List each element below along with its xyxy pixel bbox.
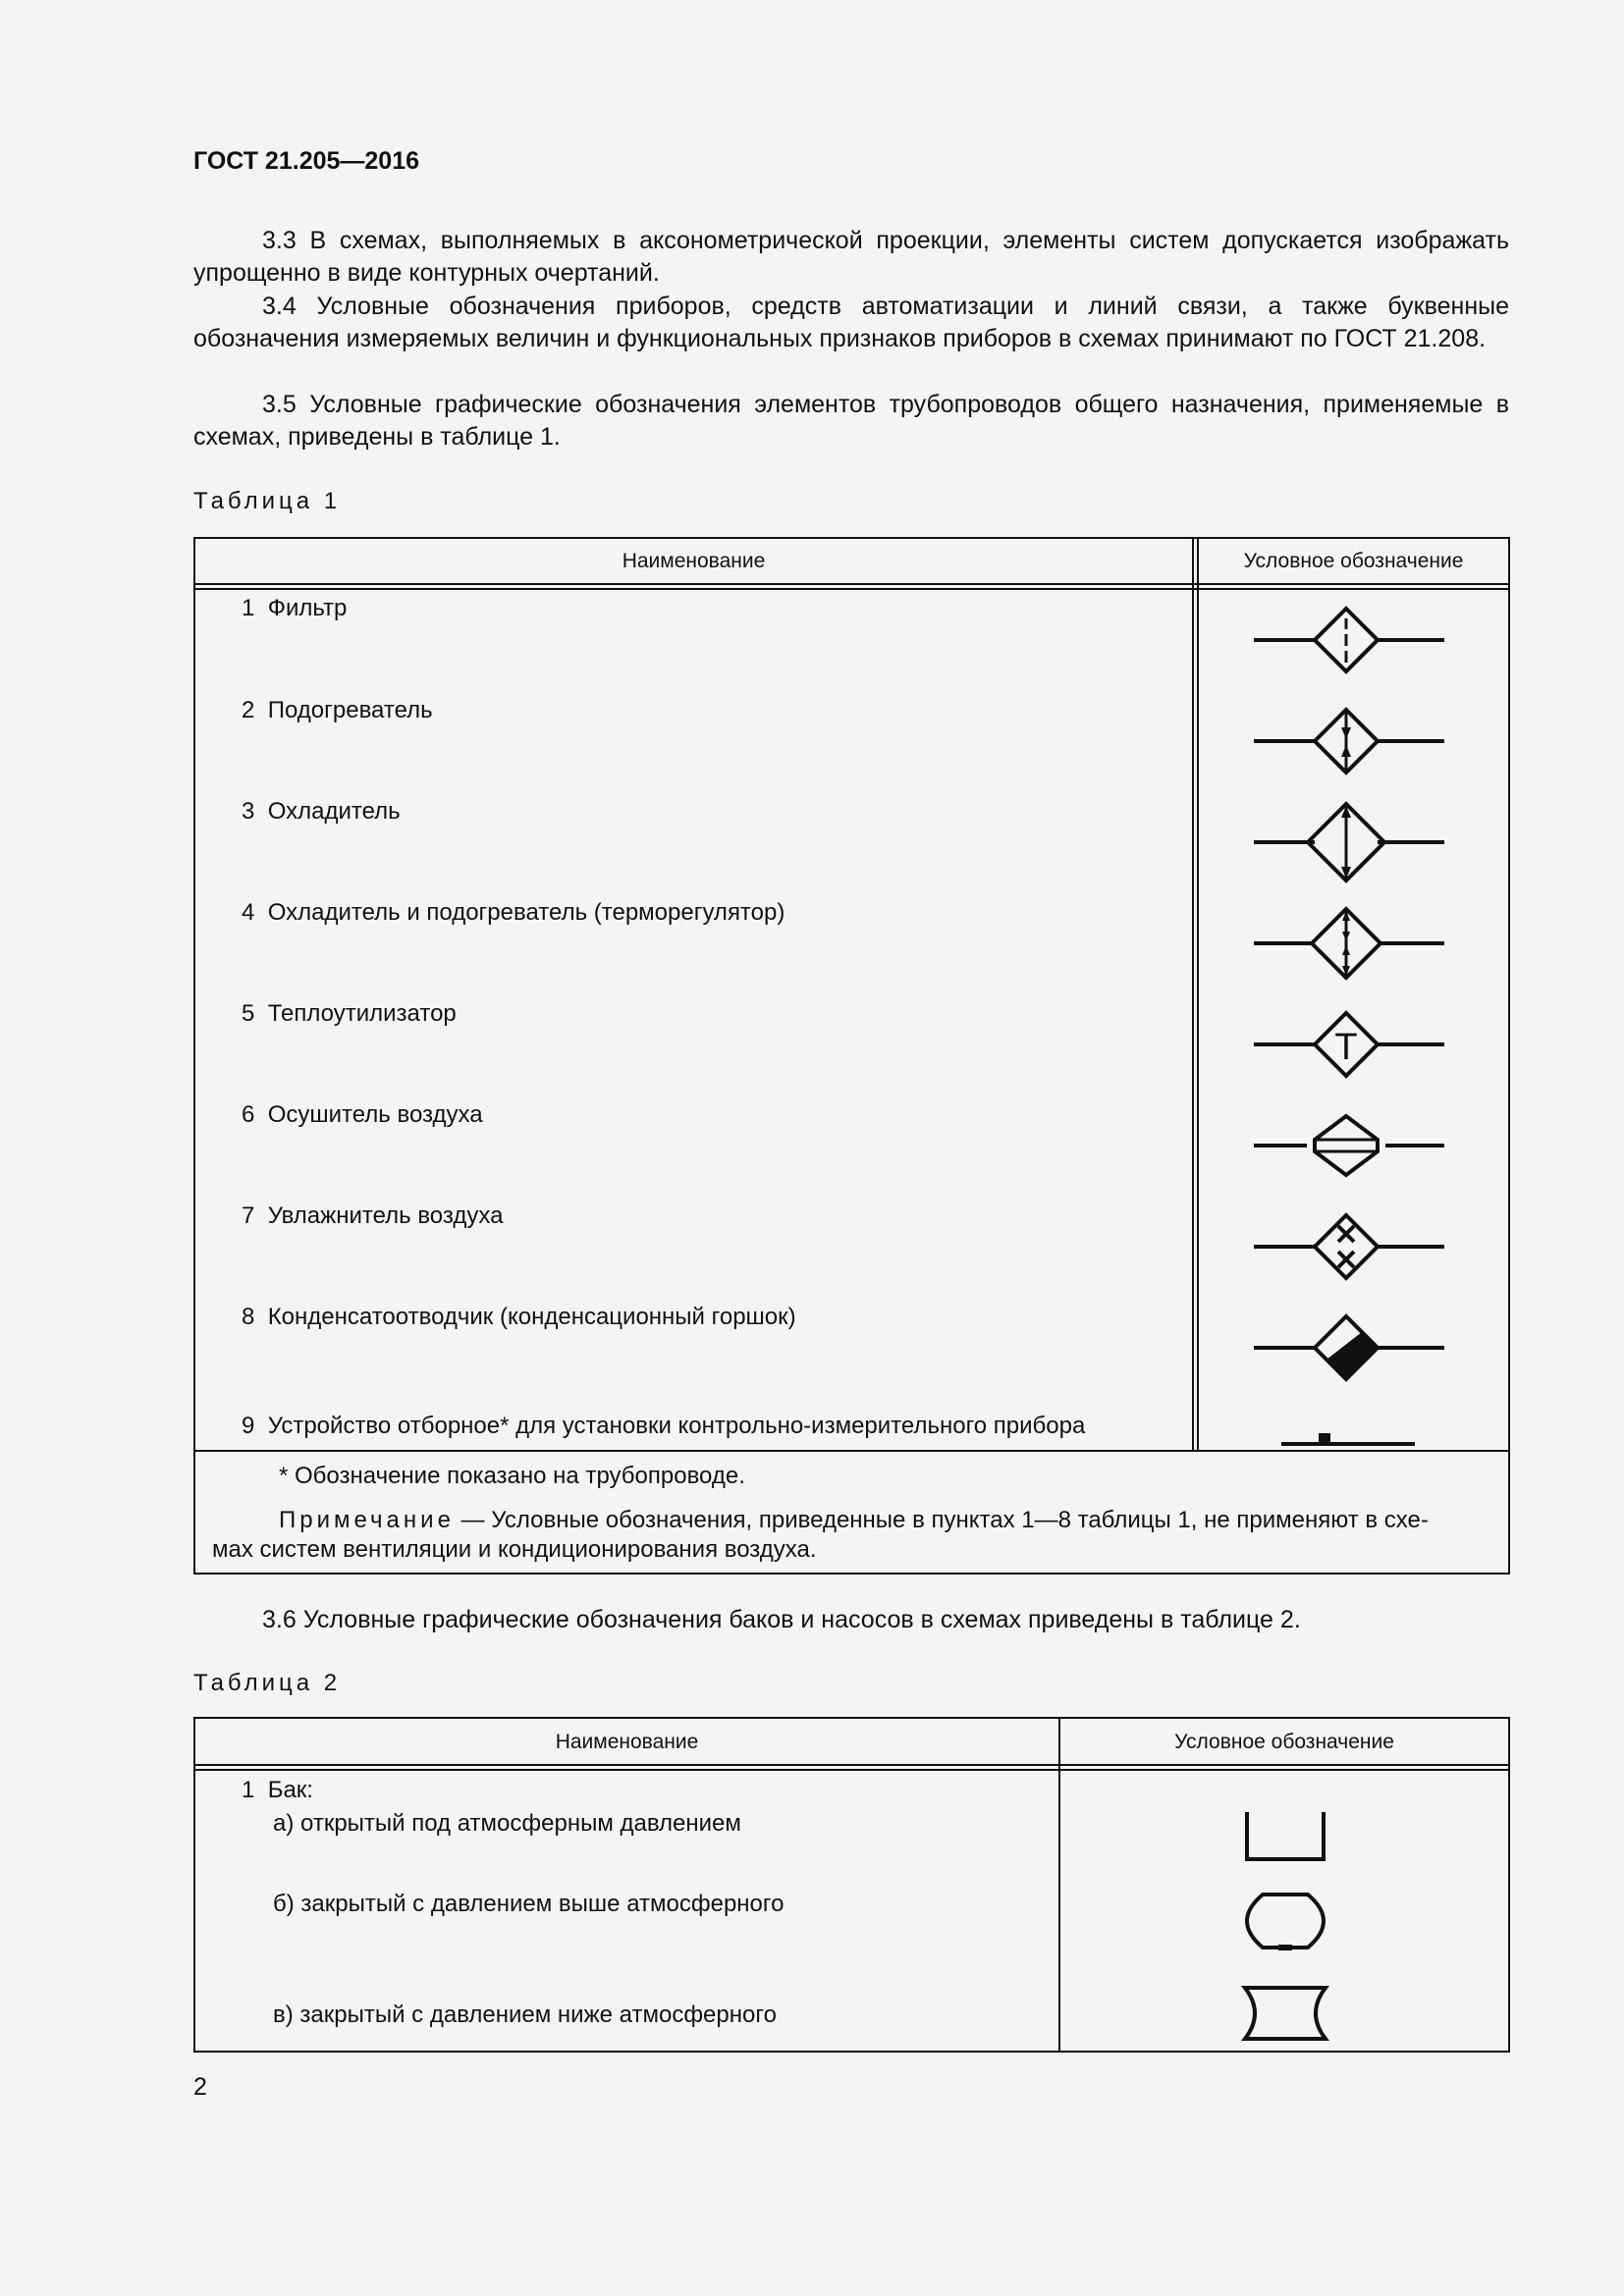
heater-symbol bbox=[1254, 710, 1444, 773]
row-label: Увлажнитель воздуха bbox=[267, 1202, 504, 1229]
pressurized-tank-symbol bbox=[1247, 1895, 1324, 1948]
row-number: 7 bbox=[242, 1202, 255, 1229]
steam-trap-symbol bbox=[1254, 1316, 1444, 1379]
row-number: 6 bbox=[242, 1101, 255, 1128]
filter-symbol bbox=[1254, 609, 1444, 671]
paragraph-number: 3.3 bbox=[262, 227, 297, 254]
paragraph-number: 3.5 bbox=[262, 391, 297, 418]
table1-row-2 bbox=[242, 697, 433, 724]
document-code: ГОСТ 21.205—2016 bbox=[193, 147, 420, 175]
row-label: Осушитель воздуха bbox=[267, 1101, 483, 1128]
table2-row-b: б) закрытый с давлением выше атмосферного bbox=[273, 1891, 785, 1917]
table1-row-8 bbox=[242, 1304, 796, 1331]
table2-row-c: в) закрытый с давлением ниже атмосферного bbox=[273, 2002, 777, 2028]
table1-row-7 bbox=[242, 1202, 503, 1230]
paragraph-3-4 bbox=[193, 291, 1509, 355]
thermoregulator-symbol bbox=[1254, 909, 1444, 978]
row-number: 3 bbox=[242, 798, 255, 825]
table1-header-name: Наименование bbox=[622, 550, 766, 572]
row-label: Охладитель и подогреватель (терморегулятор) bbox=[267, 899, 785, 926]
row-label: Охладитель bbox=[267, 798, 401, 825]
row-label: Фильтр bbox=[267, 595, 348, 621]
table1-row-6 bbox=[242, 1101, 483, 1129]
table2-symbols bbox=[1060, 1771, 1508, 2051]
table1 bbox=[193, 537, 1510, 1575]
table2-row-a: а) открытый под атмосферным давлением bbox=[273, 1810, 741, 1837]
dehumidifier-symbol bbox=[1254, 1116, 1444, 1175]
row-number: 4 bbox=[242, 899, 255, 926]
table1-header-symbol: Условное обозначение bbox=[1243, 550, 1464, 572]
note-dash: — bbox=[454, 1507, 492, 1533]
paragraph-number: 3.4 bbox=[262, 293, 297, 320]
table2 bbox=[193, 1717, 1510, 2053]
table1-note-line1 bbox=[279, 1507, 1429, 1534]
row-label: Устройство отборное* для установки контрольно-измерительного прибора bbox=[267, 1413, 1086, 1439]
paragraph-text: Условные графические обозначения баков и насосов в схемах приведены в таблице 2. bbox=[302, 1606, 1301, 1633]
humidifier-symbol bbox=[1254, 1215, 1444, 1278]
table1-row-1 bbox=[242, 595, 347, 622]
row-label: Бак: bbox=[267, 1777, 313, 1803]
paragraph-3-5 bbox=[193, 389, 1509, 454]
paragraph-text: Условные обозначения приборов, средств автоматизации и линий связи, а также буквенные обозначения измеряемых величин и функциональных признаков приборов в схемах принимают по ГОСТ 21.208. bbox=[193, 293, 1509, 352]
row-number: 9 bbox=[242, 1413, 255, 1439]
open-tank-symbol bbox=[1247, 1812, 1324, 1859]
note-text: Условные обозначения, приведенные в пунктах 1—8 таблицы 1, не применяют в схе- bbox=[491, 1507, 1429, 1533]
table1-caption: Таблица 1 bbox=[193, 488, 342, 514]
row-number: 5 bbox=[242, 1000, 255, 1027]
table2-header-rule bbox=[195, 1764, 1508, 1766]
table1-row-4 bbox=[242, 899, 785, 927]
cooler-symbol bbox=[1254, 804, 1444, 881]
heat-recovery-symbol bbox=[1254, 1013, 1444, 1076]
table1-column-rule bbox=[1192, 539, 1194, 1450]
row-number: 1 bbox=[242, 595, 255, 621]
table1-row-9 bbox=[242, 1413, 1085, 1440]
table1-header-rule bbox=[195, 583, 1508, 585]
paragraph-text: Условные графические обозначения элементов трубопроводов общего назначения, применяемые в схемах, приведены в таблице 1. bbox=[193, 391, 1509, 451]
table2-header-symbol: Условное обозначение bbox=[1174, 1731, 1394, 1753]
sampling-device-symbol bbox=[1281, 1433, 1415, 1444]
table1-row-3 bbox=[242, 798, 401, 826]
row-number: 8 bbox=[242, 1304, 255, 1330]
row-label: Теплоутилизатор bbox=[267, 1000, 457, 1027]
paragraph-3-6 bbox=[193, 1604, 1509, 1636]
row-number: 1 bbox=[242, 1777, 255, 1803]
table1-row-5 bbox=[242, 1000, 457, 1028]
table2-group-1 bbox=[242, 1777, 313, 1804]
table1-symbols bbox=[1199, 590, 1508, 1449]
row-label: Конденсатоотводчик (конденсационный горшок) bbox=[267, 1304, 796, 1330]
note-label: Примечание bbox=[279, 1507, 455, 1533]
page-number: 2 bbox=[193, 2073, 207, 2101]
row-label: Подогреватель bbox=[267, 697, 433, 723]
table1-note-line2: мах систем вентиляции и кондиционирования воздуха. bbox=[212, 1536, 817, 1563]
vacuum-tank-symbol bbox=[1245, 1988, 1326, 2039]
paragraph-text: В схемах, выполняемых в аксонометрической проекции, элементы систем допускается изображать упрощенно в виде контурных очертаний. bbox=[193, 227, 1509, 287]
table1-footer-rule bbox=[195, 1450, 1508, 1452]
paragraph-3-3 bbox=[193, 225, 1509, 290]
table2-caption: Таблица 2 bbox=[193, 1670, 342, 1696]
table2-header-name: Наименование bbox=[555, 1731, 699, 1753]
table1-footnote: * Обозначение показано на трубопроводе. bbox=[279, 1463, 745, 1489]
row-number: 2 bbox=[242, 697, 255, 723]
heat-recovery-letter: Т bbox=[1334, 1027, 1358, 1068]
paragraph-number: 3.6 bbox=[262, 1606, 297, 1633]
